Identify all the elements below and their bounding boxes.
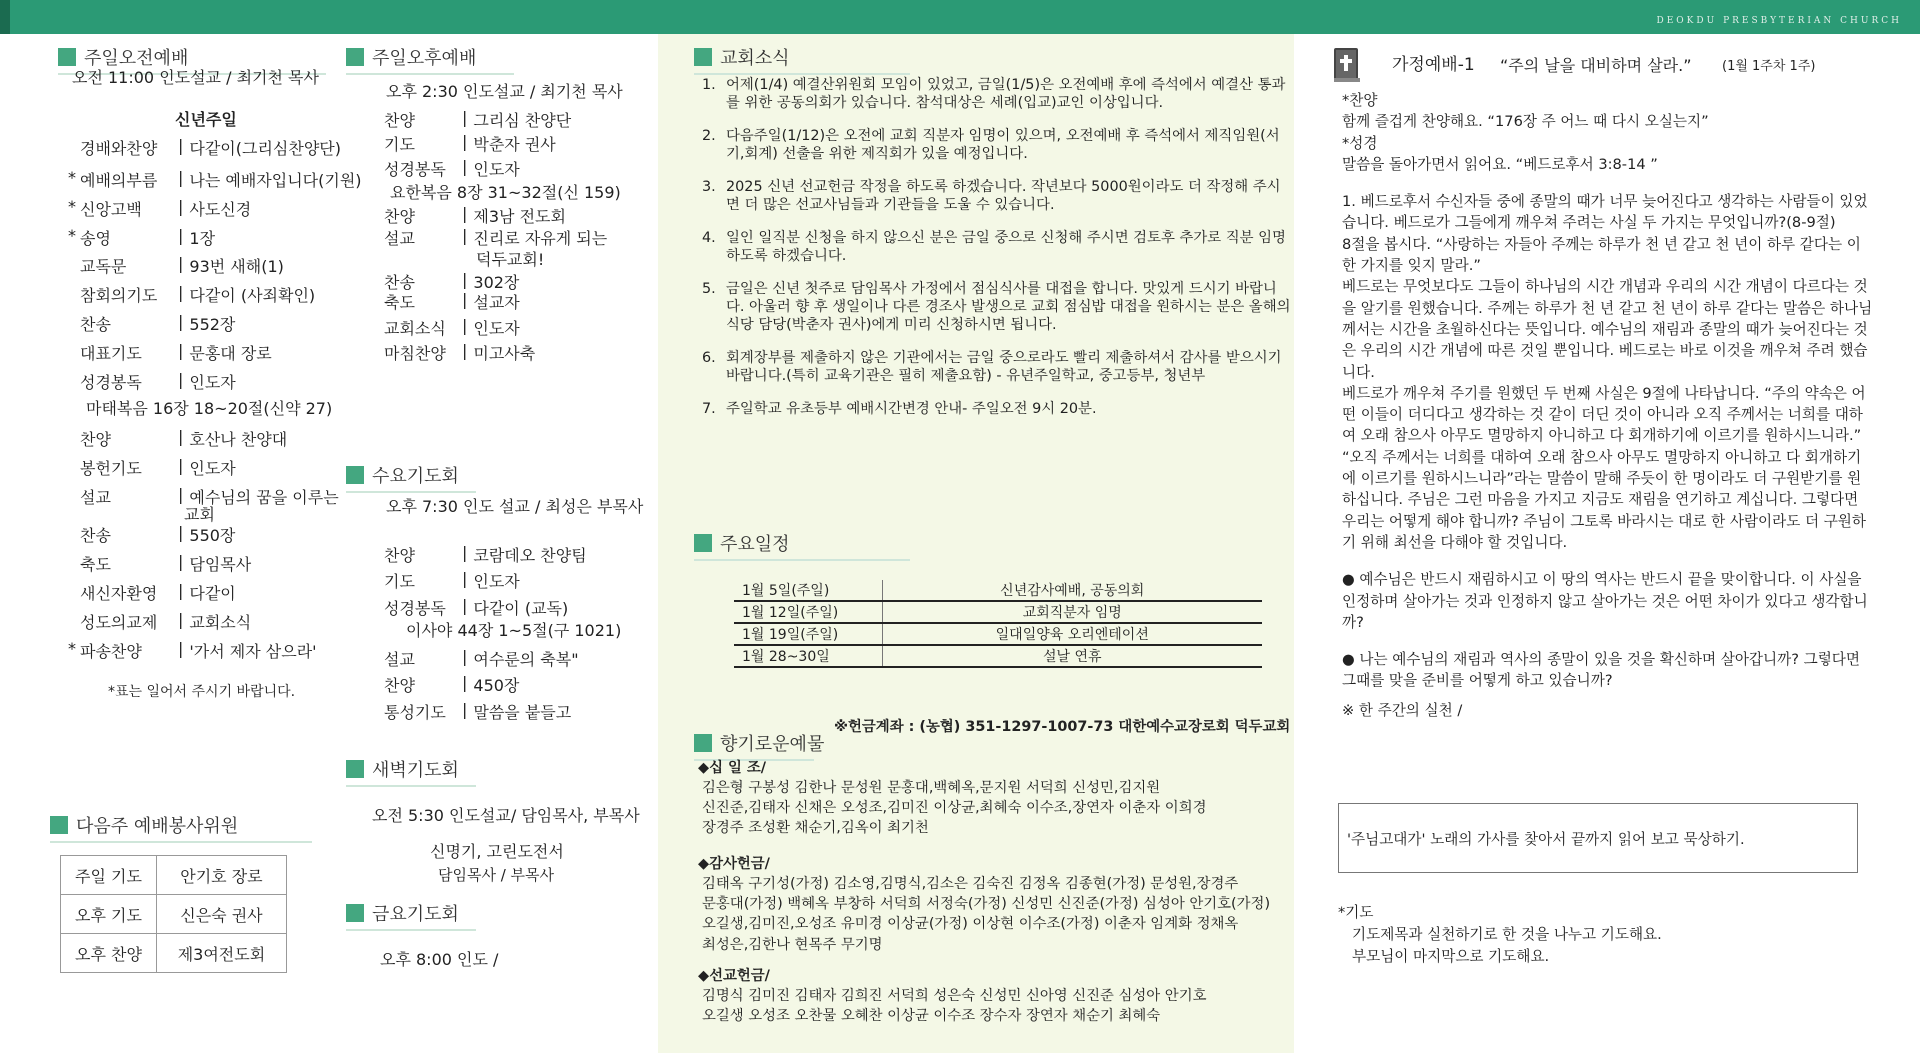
order-label: 성경봉독 xyxy=(384,599,446,618)
order-row: * 파송찬양 | '가서 제자 삼으라' xyxy=(68,639,317,661)
family-worship-title: 가정예배-1 xyxy=(1392,55,1475,75)
order-value: 설교자 xyxy=(473,293,520,312)
item-text: 금일은 신년 첫주로 담임목사 가정에서 점심식사를 대접을 합니다. 맛있게 드시기 바랍니다. 아울러 향 후 생일이나 다른 경조사 발생으로 교회 점심밥 대접을 원하시는 분은 올해의 식당 담당(박춘자 권사)에게 미리 신청하시면 됩니다. xyxy=(726,281,1291,333)
order-value: 인도자 xyxy=(189,373,236,392)
section-marker-icon xyxy=(694,48,712,66)
tithe-list xyxy=(698,758,1288,839)
order-label: 축도 xyxy=(384,293,415,312)
table-row xyxy=(61,856,287,895)
order-value: 450장 xyxy=(473,676,520,695)
server-name: 제3여전도회 xyxy=(156,934,286,973)
news-list xyxy=(702,76,1292,433)
body-paragraph: 1. 베드로후서 수신자들 중에 종말의 때가 너무 늦어진다고 생각하는 사람들이 있었습니다. 베드로가 그들에게 깨우쳐 주려는 사실 두 가지는 무엇입니까?(8-9절) xyxy=(1342,193,1868,232)
stand-mark: * xyxy=(68,639,76,658)
donor-line: 김은형 구봉성 김한나 문성원 문홍대,백혜옥,문지원 서덕희 신성민,김지원 xyxy=(702,780,1161,797)
order-label: 찬양 xyxy=(80,430,111,449)
list-item xyxy=(702,76,1292,112)
friday-title: 금요기도회 xyxy=(372,904,459,925)
table-row xyxy=(734,580,1262,601)
order-label: 봉헌기도 xyxy=(80,459,142,478)
order-line: *성경 xyxy=(1342,134,1378,152)
order-line: 함께 즐겁게 찬양해요. “176장 주 어느 때 다시 오실는지” xyxy=(1342,113,1709,131)
order-value: 550장 xyxy=(189,526,236,545)
order-value: 제3남 전도회 xyxy=(473,207,566,226)
mission-heading: ◆선교헌금/ xyxy=(698,968,770,984)
order-row: 성경봉독 | 인도자 xyxy=(80,370,236,392)
wednesday-heading xyxy=(346,462,459,488)
order-row: 새신자환영 | 다같이 xyxy=(80,581,236,603)
section-marker-icon xyxy=(694,734,712,752)
section-marker-icon xyxy=(58,48,76,66)
list-item xyxy=(702,400,1292,418)
body-paragraph: “오직 주께서는 너희를 대하여 오래 참으사 아무도 멸망하지 아니하고 다 회개하기에 이르기를 원하시느니라”라는 말씀이 말해 주듯이 한 명이라도 더 구원받기를 원하십니다. 주님은 그런 마음을 가지고 지금도 재림을 연기하고 계십니다. 그렇다면 우리는 어떻게 해야 합니까? 주님이 그토록 바라시는 대로 한 사람이라도 더 구원하기 위해 최선을 다해야 할 것입니다. xyxy=(1342,448,1866,551)
donor-line: 문홍대(가정) 백혜옥 부창하 서덕희 서정숙(가정) 신성민 신진준(가정) 심성아 안기호(가정) xyxy=(702,896,1271,913)
donor-line: 최성은,김한나 현목주 무기명 xyxy=(702,936,883,953)
dawn-line-2: 신명기, 고린도전서 xyxy=(430,842,564,861)
order-row: 경배와찬양 | 다같이(그리심찬양단) xyxy=(80,136,341,158)
order-value: 담임목사 xyxy=(189,555,252,574)
order-value: 302장 xyxy=(473,273,520,292)
heading-underline xyxy=(346,785,476,787)
donor-line: 오길생,김미진,오성조 유미경 이상균(가정) 이상현 이수조(가정) 이춘자 임계화 정채옥 xyxy=(702,916,1239,933)
order-label: 찬송 xyxy=(384,273,415,292)
thanks-offering-list xyxy=(698,854,1288,955)
afternoon-service-heading xyxy=(346,44,476,70)
server-role: 오후 기도 xyxy=(61,895,157,934)
dawn-title: 새벽기도회 xyxy=(372,760,459,781)
prayer-heading: *기도 xyxy=(1338,904,1374,921)
order-row: 설교 | 여수룬의 축복" xyxy=(384,647,579,669)
server-name: 신은숙 권사 xyxy=(156,895,286,934)
order-label: 찬양 xyxy=(384,546,415,565)
prayer-line-2: 부모님이 마지막으로 기도해요. xyxy=(1352,948,1550,965)
wednesday-time-line: 오후 7:30 인도 설교 / 최성은 부목사 xyxy=(386,497,644,516)
order-value: 여수룬의 축복" xyxy=(473,650,579,669)
order-row: 찬송 | 550장 xyxy=(80,523,236,545)
order-value: 1장 xyxy=(189,229,216,248)
heading-underline xyxy=(346,73,514,75)
order-value: 인도자 xyxy=(473,160,520,179)
order-value: 예수님의 꿈을 이루는 xyxy=(189,488,339,507)
bible-icon xyxy=(1330,46,1364,84)
heading-underline xyxy=(50,841,312,843)
table-row xyxy=(61,895,287,934)
discussion-question: ● 나는 예수님의 재림과 역사의 종말이 있을 것을 확신하며 살아갑니까? 그렇다면 그때를 맞을 준비를 어떻게 하고 있습니까? xyxy=(1342,651,1860,690)
order-row: 성경봉독 | 인도자 xyxy=(384,157,520,179)
servers-table xyxy=(60,855,287,973)
item-number: 4. xyxy=(702,230,716,246)
section-marker-icon xyxy=(346,466,364,484)
item-text: 회계장부를 제출하지 않은 기관에서는 금일 중으로라도 빨리 제출하셔서 감사를 받으시기 바랍니다.(특히 교육기관은 필히 제출요함) - 유년주일학교, 중고등부, 청년부 xyxy=(726,350,1282,384)
order-row: 교독문 | 93번 새해(1) xyxy=(80,254,284,276)
order-value: 인도자 xyxy=(473,572,520,591)
practice-box xyxy=(1338,803,1858,873)
event-date: 1월 12일(주일) xyxy=(734,601,882,623)
order-row: 통성기도 | 말씀을 붙들고 xyxy=(384,700,572,722)
list-item xyxy=(702,349,1292,385)
event-date: 1월 28~30일 xyxy=(734,645,882,667)
servers-heading xyxy=(50,812,238,838)
body-paragraph: 8절을 봅시다. “사랑하는 자들아 주께는 하루가 천 년 같고 천 년이 하루 같다는 이 한 가지를 잊지 말라.” xyxy=(1342,235,1861,275)
order-value: 나는 예배자입니다(기원) xyxy=(189,171,362,190)
item-text: 어제(1/4) 예결산위원회 모임이 있었고, 금일(1/5)은 오전예배 후에 즉석에서 예결산 통과를 위한 공동의회가 있습니다. 참석대상은 세례(입교)교인 이상입니다. xyxy=(726,77,1286,111)
order-row: 기도 | 인도자 xyxy=(384,569,520,591)
order-label: 경배와찬양 xyxy=(80,139,158,158)
wednesday-scripture: 이사야 44장 1~5절(구 1021) xyxy=(406,621,622,640)
mission-offering-list xyxy=(698,966,1288,1026)
morning-service-title: 주일오전예배 xyxy=(84,48,189,69)
heading-underline xyxy=(694,73,910,75)
order-label: 찬양 xyxy=(384,676,415,695)
event-name: 일대일양육 오리엔테이션 xyxy=(882,623,1262,645)
stand-mark: * xyxy=(68,197,76,216)
offering-account: ※헌금계좌 : (농협) 351-1297-1007-73 대한예수교장로회 덕두교회 xyxy=(834,719,1291,735)
order-value: 552장 xyxy=(189,315,236,334)
order-label: 교회소식 xyxy=(384,319,446,338)
order-value: 미고사축 xyxy=(473,344,536,363)
order-row: 대표기도 | 문홍대 장로 xyxy=(80,341,272,363)
order-row: 성경봉독 | 다같이 (교독) xyxy=(384,596,569,618)
section-marker-icon xyxy=(694,534,712,552)
body-paragraph: 베드로는 무엇보다도 그들이 하나님의 시간 개념과 우리의 시간 개념이 다르다는 것을 알기를 원했습니다. 주께는 하루가 천 년 같고 천 년이 하루 같다는 말씀은 하나님께서는 시간을 초월하신다는 뜻입니다. 예수님의 재림과 종말의 때가 늦어진다는 것은 우리의 시간 개념에 따른 것일 뿐입니다. 베드로는 바로 이것을 깨우쳐 주려 했습니다. xyxy=(1342,278,1873,381)
donor-line: 신진준,김태자 신채은 오성조,김미진 이상균,최혜숙 이수조,장연자 이춘자 이희경 xyxy=(702,800,1207,817)
news-title: 교회소식 xyxy=(720,48,790,69)
stand-note: *표는 일어서 주시기 바랍니다. xyxy=(108,684,296,700)
news-heading xyxy=(694,44,790,70)
list-item xyxy=(702,178,1292,214)
item-number: 5. xyxy=(702,281,716,297)
discussion-question: ● 예수님은 반드시 재림하시고 이 땅의 역사는 반드시 끝을 맞이합니다. 이 사실을 인정하며 살아가는 것과 인정하지 않고 살아가는 것은 어떤 차이가 있다고 생각합니까? xyxy=(1342,571,1868,631)
order-row: 찬양 | 코람데오 찬양팀 xyxy=(384,543,587,565)
order-label: 설교 xyxy=(384,229,415,248)
order-value: 말씀을 붙들고 xyxy=(473,703,572,722)
order-row: * 송영 | 1장 xyxy=(68,226,216,248)
event-name: 교회직분자 임명 xyxy=(882,601,1262,623)
order-label: 기도 xyxy=(384,572,415,591)
item-number: 6. xyxy=(702,350,716,366)
practice-text: '주님고대가' 노래의 가사를 찾아서 끝까지 읽어 보고 묵상하기. xyxy=(1347,830,1745,848)
table-row xyxy=(734,623,1262,645)
item-text: 2025 신년 선교헌금 작정을 하도록 하겠습니다. 작년보다 5000원이라도 더 작정해 주시면 더 많은 선교사님들과 기관들을 도울 수 있습니다. xyxy=(726,179,1281,213)
order-value: 호산나 찬양대 xyxy=(189,430,288,449)
order-row: 교회소식 | 인도자 xyxy=(384,316,520,338)
item-number: 3. xyxy=(702,179,716,195)
donor-line: 오길생 오성조 오찬물 오혜찬 이상균 이수조 장수자 장연자 채순기 최혜숙 xyxy=(702,1008,1161,1025)
item-text: 다음주일(1/12)은 오전에 교회 직분자 임명이 있으며, 오전예배 후 즉석에서 제직임원(서기,회계) 선출을 위한 제직회가 있을 예정입니다. xyxy=(726,128,1280,162)
list-item xyxy=(702,127,1292,163)
order-label: 예배의부름 xyxy=(80,171,158,190)
order-label: 통성기도 xyxy=(384,703,446,722)
dawn-line-1: 오전 5:30 인도설교/ 담임목사, 부목사 xyxy=(372,806,640,825)
section-marker-icon xyxy=(346,760,364,778)
order-row: 설교 | 진리로 자유게 되는 xyxy=(384,226,608,248)
order-label: 교독문 xyxy=(80,257,127,276)
wednesday-title: 수요기도회 xyxy=(372,466,459,487)
section-marker-icon xyxy=(346,48,364,66)
schedule-table xyxy=(734,580,1262,668)
order-row: 성도의교제 | 교회소식 xyxy=(80,610,252,632)
item-text: 일인 일직분 신청을 하지 않으신 분은 금일 중으로 신청해 주시면 검토후 추가로 직분 임명하도록 하겠습니다. xyxy=(726,230,1286,264)
order-row: 참회의기도 | 다같이 (사죄확인) xyxy=(80,283,316,305)
table-row xyxy=(61,934,287,973)
prayer-line-1: 기도제목과 실천하기로 한 것을 나누고 기도해요. xyxy=(1352,926,1662,943)
event-name: 설날 연휴 xyxy=(882,645,1262,667)
afternoon-scripture: 요한복음 8장 31~32절(신 159) xyxy=(390,183,621,202)
order-value: 다같이 xyxy=(189,584,236,603)
sermon-title-continued: 덕두교회! xyxy=(476,250,545,269)
offering-heading xyxy=(694,730,824,756)
order-row: 찬양 | 450장 xyxy=(384,673,520,695)
section-marker-icon xyxy=(346,904,364,922)
family-worship-quote: “주의 날을 대비하며 살라.” xyxy=(1500,56,1692,75)
order-label: 마침찬양 xyxy=(384,344,446,363)
order-row: 찬양 | 제3남 전도회 xyxy=(384,204,566,226)
stand-mark: * xyxy=(68,226,76,245)
order-label: 축도 xyxy=(80,555,111,574)
donor-line: 장경주 조성환 채순기,김옥이 최기천 xyxy=(702,820,929,837)
table-row xyxy=(734,645,1262,667)
sermon-title-continued: 교회 xyxy=(184,505,215,524)
order-label: 찬송 xyxy=(80,526,111,545)
morning-subtitle: 신년주일 xyxy=(175,110,237,129)
order-row: 찬양 | 호산나 찬양대 xyxy=(80,427,288,449)
order-value: 다같이 (교독) xyxy=(473,599,569,618)
order-label: 대표기도 xyxy=(80,344,142,363)
family-worship-body xyxy=(1342,90,1874,721)
heading-underline xyxy=(694,559,910,561)
order-value: 다같이 (사죄확인) xyxy=(189,286,316,305)
order-value: 박춘자 권사 xyxy=(473,135,556,154)
item-number: 7. xyxy=(702,401,716,417)
order-label: 신앙고백 xyxy=(80,200,142,219)
dawn-heading xyxy=(346,756,459,782)
practice-heading: ※ 한 주간의 실천 / xyxy=(1342,701,1463,719)
event-date: 1월 5일(주일) xyxy=(734,580,882,601)
order-value: 코람데오 찬양팀 xyxy=(473,546,587,565)
order-label: 설교 xyxy=(384,650,415,669)
order-label: 참회의기도 xyxy=(80,286,158,305)
order-row: 축도 | 담임목사 xyxy=(80,552,252,574)
event-date: 1월 19일(주일) xyxy=(734,623,882,645)
friday-heading xyxy=(346,900,459,926)
order-value: 진리로 자유게 되는 xyxy=(473,229,608,248)
order-value: 인도자 xyxy=(473,319,520,338)
event-name: 신년감사예배, 공동의회 xyxy=(882,580,1262,601)
heading-underline xyxy=(346,929,476,931)
order-label: 성도의교제 xyxy=(80,613,158,632)
top-banner xyxy=(0,0,1920,34)
donor-line: 김태옥 구기성(가정) 김소영,김명식,김소은 김숙진 김정옥 김종현(가정) 문성원,장경주 xyxy=(702,876,1239,893)
order-value: '가서 제자 삼으라' xyxy=(189,642,317,661)
order-row: 마침찬양 | 미고사축 xyxy=(384,341,536,363)
order-row: 설교 | 예수님의 꿈을 이루는 xyxy=(80,485,339,507)
heading-underline xyxy=(346,491,476,493)
order-row: * 신앙고백 | 사도신경 xyxy=(68,197,252,219)
order-label: 설교 xyxy=(80,488,111,507)
dawn-line-3: 담임목사 / 부목사 xyxy=(438,866,555,884)
list-item xyxy=(702,229,1292,265)
friday-line-1: 오후 8:00 인도 / xyxy=(380,950,499,969)
morning-scripture: 마태복음 16장 18~20절(신약 27) xyxy=(86,399,333,418)
order-row: * 예배의부름 | 나는 예배자입니다(기원) xyxy=(68,168,362,190)
order-label: 송영 xyxy=(80,229,111,248)
item-number: 2. xyxy=(702,128,716,144)
order-label: 파송찬양 xyxy=(80,642,142,661)
table-row xyxy=(734,601,1262,623)
order-row: 기도 | 박춘자 권사 xyxy=(384,132,556,154)
order-value: 교회소식 xyxy=(189,613,252,632)
schedule-heading xyxy=(694,530,790,556)
stand-mark: * xyxy=(68,168,76,187)
order-row: 찬송 | 552장 xyxy=(80,312,236,334)
order-label: 기도 xyxy=(384,135,415,154)
section-marker-icon xyxy=(50,816,68,834)
list-item xyxy=(702,280,1292,334)
server-name: 안기호 장로 xyxy=(156,856,286,895)
order-value: 사도신경 xyxy=(189,200,252,219)
item-text: 주일학교 유초등부 예배시간변경 안내- 주일오전 9시 20분. xyxy=(726,401,1097,417)
order-row: 축도 | 설교자 xyxy=(384,290,520,312)
servers-title: 다음주 예배봉사위원 xyxy=(76,816,239,837)
order-value: 문홍대 장로 xyxy=(189,344,272,363)
server-role: 오후 찬양 xyxy=(61,934,157,973)
order-value: 다같이(그리심찬양단) xyxy=(189,139,341,158)
order-label: 성경봉독 xyxy=(384,160,446,179)
order-row: 봉헌기도 | 인도자 xyxy=(80,456,236,478)
server-role: 주일 기도 xyxy=(61,856,157,895)
tithe-heading: ◆십 일 조/ xyxy=(698,760,767,776)
order-label: 찬양 xyxy=(384,111,415,130)
order-label: 성경봉독 xyxy=(80,373,142,392)
order-row: 찬송 | 302장 xyxy=(384,270,520,292)
banner-corner-mark xyxy=(0,0,10,34)
order-line: 말씀을 돌아가면서 읽어요. “베드로후서 3:8-14 ” xyxy=(1342,155,1658,173)
order-label: 새신자환영 xyxy=(80,584,158,603)
church-name: DEOKDU PRESBYTERIAN CHURCH xyxy=(1656,16,1902,26)
morning-service-heading xyxy=(58,44,188,70)
donor-line: 김명식 김미진 김태자 김희진 서덕희 성은숙 신성민 신아영 신진준 심성아 안기호 xyxy=(702,988,1207,1005)
order-value: 인도자 xyxy=(189,459,236,478)
thanks-heading: ◆감사헌금/ xyxy=(698,856,770,872)
offering-title: 향기로운예물 xyxy=(720,734,825,755)
morning-time-line: 오전 11:00 인도설교 / 최기천 목사 xyxy=(72,68,319,87)
item-number: 1. xyxy=(702,77,716,93)
order-label: 찬양 xyxy=(384,207,415,226)
afternoon-time-line: 오후 2:30 인도설교 / 최기천 목사 xyxy=(386,82,623,101)
family-worship-week: (1월 1주차 1주) xyxy=(1722,59,1816,74)
schedule-title: 주요일정 xyxy=(720,534,790,555)
order-row: 찬양 | 그리심 찬양단 xyxy=(384,108,572,130)
order-value: 93번 새해(1) xyxy=(189,257,284,276)
afternoon-service-title: 주일오후예배 xyxy=(372,48,477,69)
order-value: 그리심 찬양단 xyxy=(473,111,572,130)
order-line: *찬양 xyxy=(1342,92,1378,109)
order-label: 찬송 xyxy=(80,315,111,334)
body-paragraph: 베드로가 깨우쳐 주기를 원했던 두 번째 사실은 9절에 나타납니다. “주의 약속은 어떤 이들이 더디다고 생각하는 것 같이 더딘 것이 아니라 오직 주께서는 너희를 대하여 오래 참으사 아무도 멸망하지 아니하고 다 회개하기에 이르기를 원하시느니라.” xyxy=(1342,384,1866,445)
